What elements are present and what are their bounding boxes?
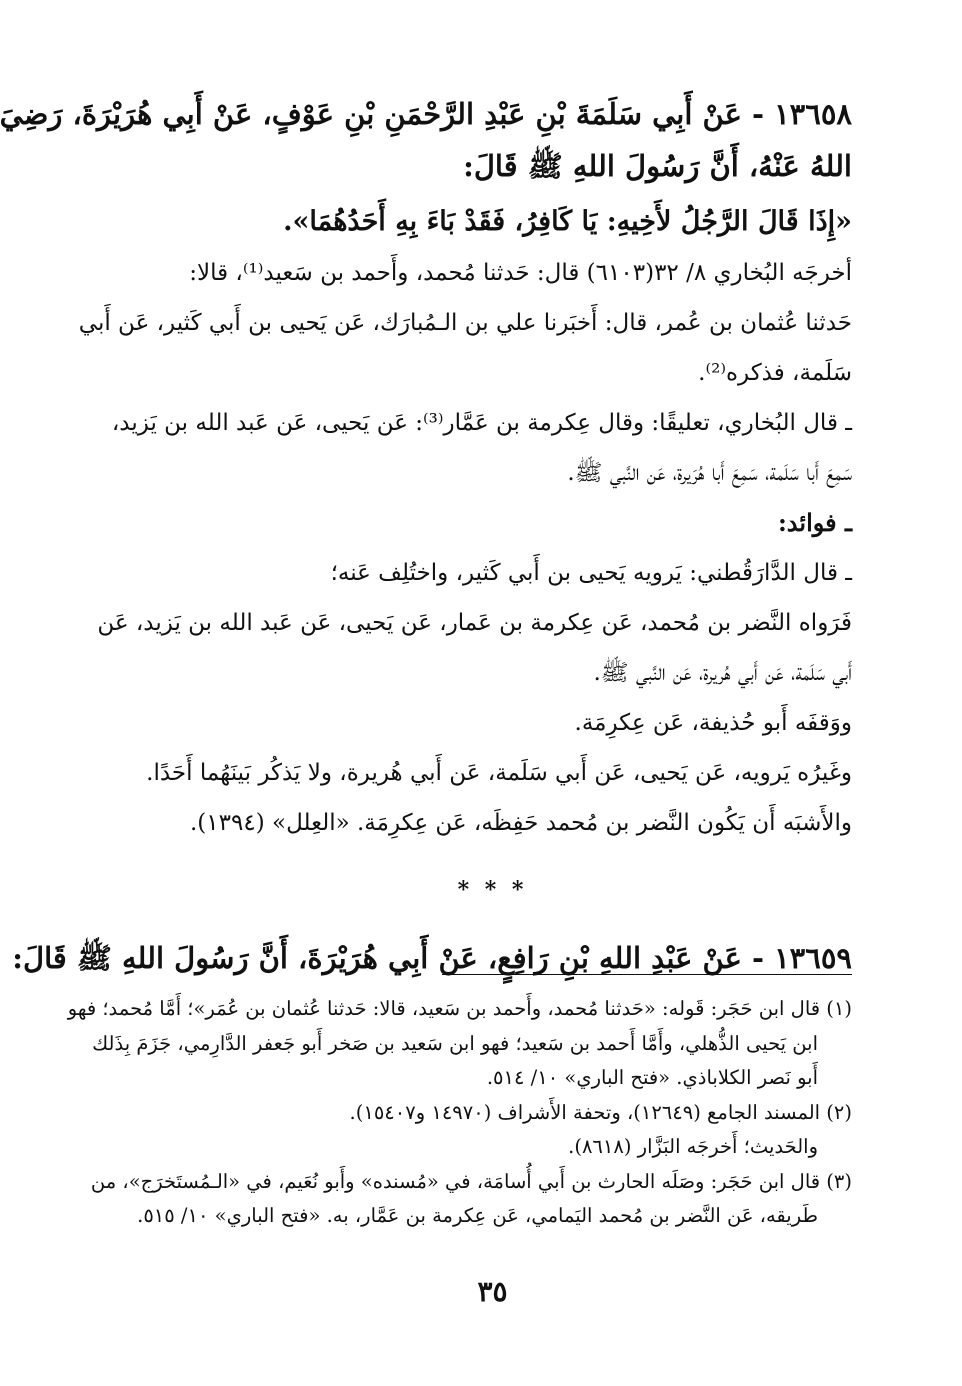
footnote-3-line-1: (٣) قال ابن حَجَر: وصَلَه الحارث بن أَبي أُسامَة، في «مُسنده» وأَبو نُعَيم، في «الـمُستَخرَج»، من (90, 1169, 852, 1193)
footnote-3-line-2: طَريقه، عَن النَّضر بن مُحمد اليَمامي، عَن عِكرمة بن عَمَّار، به. «فتح الباري» ١٠/ ٥١٥. (137, 1204, 818, 1227)
fawaid-line-3: أَبي سَلَمة، عَن أَبي هُريرة، عَن النَّبي ﷺ. (593, 660, 852, 686)
section-separator: * * * (457, 877, 528, 903)
fawaid-heading: ـ فوائد: (777, 508, 852, 537)
takhrij-line-2: حَدثنا عُثمان بن عُمر، قال: أَخبَرنا علي بن الـمُبارَك، عَن يَحيى بن أَبي كَثير، عَن أَبي (78, 310, 852, 336)
hadith-13659-line-1: ١٣٦٥٩ - عَنْ عَبْدِ اللهِ بْنِ رَافِعٍ، عَنْ أَبِي هُرَيْرَةَ، أَنَّ رَسُولَ اللهِ ﷺ قَالَ: (12, 941, 852, 975)
main-text (0, 88, 852, 984)
hadith-13658-line-2: اللهُ عَنْهُ، أَنَّ رَسُولَ اللهِ ﷺ قَالَ: (463, 149, 852, 183)
footnote-2-line-1: (٢) المسند الجامع (١٢٦٤٩)، وتحفة الأَشراف (١٤٩٧٠ و١٥٤٠٧). (349, 1100, 852, 1124)
bukhari-note-line-1: ـ قال البُخاري، تعليقًا: وقال عِكرمة بن عَمَّار⁽³⁾: عَن يَحيى، عَن عَبد الله بن يَزيد، (111, 410, 852, 436)
bukhari-note-line-2: سَمِعَ أَبا سَلَمة، سَمِعَ أَبا هُرَيرة، عَن النَّبي ﷺ. (567, 460, 852, 486)
footnote-1-line-2: ابن يَحيى الذُّهلي، وأَمَّا أَحمد بن سَعيد؛ فهو ابن سَعيد بن صَخر أَبو جَعفر الدَّارِمي، جَزَمَ بِذَلك (92, 1031, 818, 1055)
takhrij-line-3: سَلَمة، فذكره⁽²⁾. (698, 360, 852, 386)
footnote-rule (442, 974, 852, 975)
fawaid-line-2: فَرَواه النَّضر بن مُحمد، عَن عِكرمة بن عَمار، عَن يَحيى، عَن عَبد الله بن يَزيد، عَن (97, 610, 852, 636)
footnotes (67, 992, 852, 1234)
footnote-1-line-1: (١) قال ابن حَجَر: قَوله: «حَدثنا مُحمد، وأَحمد بن سَعيد، قالا: حَدثنا عُثمان بن عُمَر»؛ أَمَّا مُحمد؛ فهو (67, 997, 852, 1020)
fawaid-line-1: ـ قال الدَّارَقُطني: يَرويه يَحيى بن أَبي كَثير، واختُلِف عَنه؛ (330, 560, 852, 586)
fawaid-line-5: وغَيرُه يَرويه، عَن يَحيى، عَن أَبي سَلَمة، عَن أَبي هُريرة، ولا يَذكُر بَينَهُما أَحَدًا. (146, 760, 852, 786)
fawaid-line-6: والأَشبَه أَن يَكُون النَّضر بن مُحمد حَفِظَه، عَن عِكرِمَة. «العِلل» (١٣٩٤). (190, 810, 852, 836)
takhrij-line-1: أخرجَه البُخاري ٨/ ٣٢(٦١٠٣) قال: حَدثنا مُحمد، وأَحمد بن سَعيد⁽¹⁾، قالا: (189, 260, 852, 286)
hadith-13658-line-1: ١٣٦٥٨ - عَنْ أَبِي سَلَمَةَ بْنِ عَبْدِ الرَّحْمَنِ بْنِ عَوْفٍ، عَنْ أَبِي هُرَيْرَةَ، رَضِيَ (0, 97, 852, 131)
page-number: ٣٥ (477, 1275, 508, 1308)
footnote-1-line-3: أَبو نَصر الكلاباذي. «فتح الباري» ١٠/ ٥١٤. (486, 1066, 818, 1089)
fawaid-line-4: ووَقفَه أَبو حُذيفة، عَن عِكرِمَة. (574, 710, 852, 736)
hadith-13658-text: «إِذَا قَالَ الرَّجُلُ لأَخِيهِ: يَا كَافِرُ، فَقَدْ بَاءَ بِهِ أَحَدُهُمَا». (283, 206, 852, 237)
footnote-2-line-2: والحَديث؛ أَخرجَه البَزَّار (٨٦١٨). (568, 1135, 818, 1158)
